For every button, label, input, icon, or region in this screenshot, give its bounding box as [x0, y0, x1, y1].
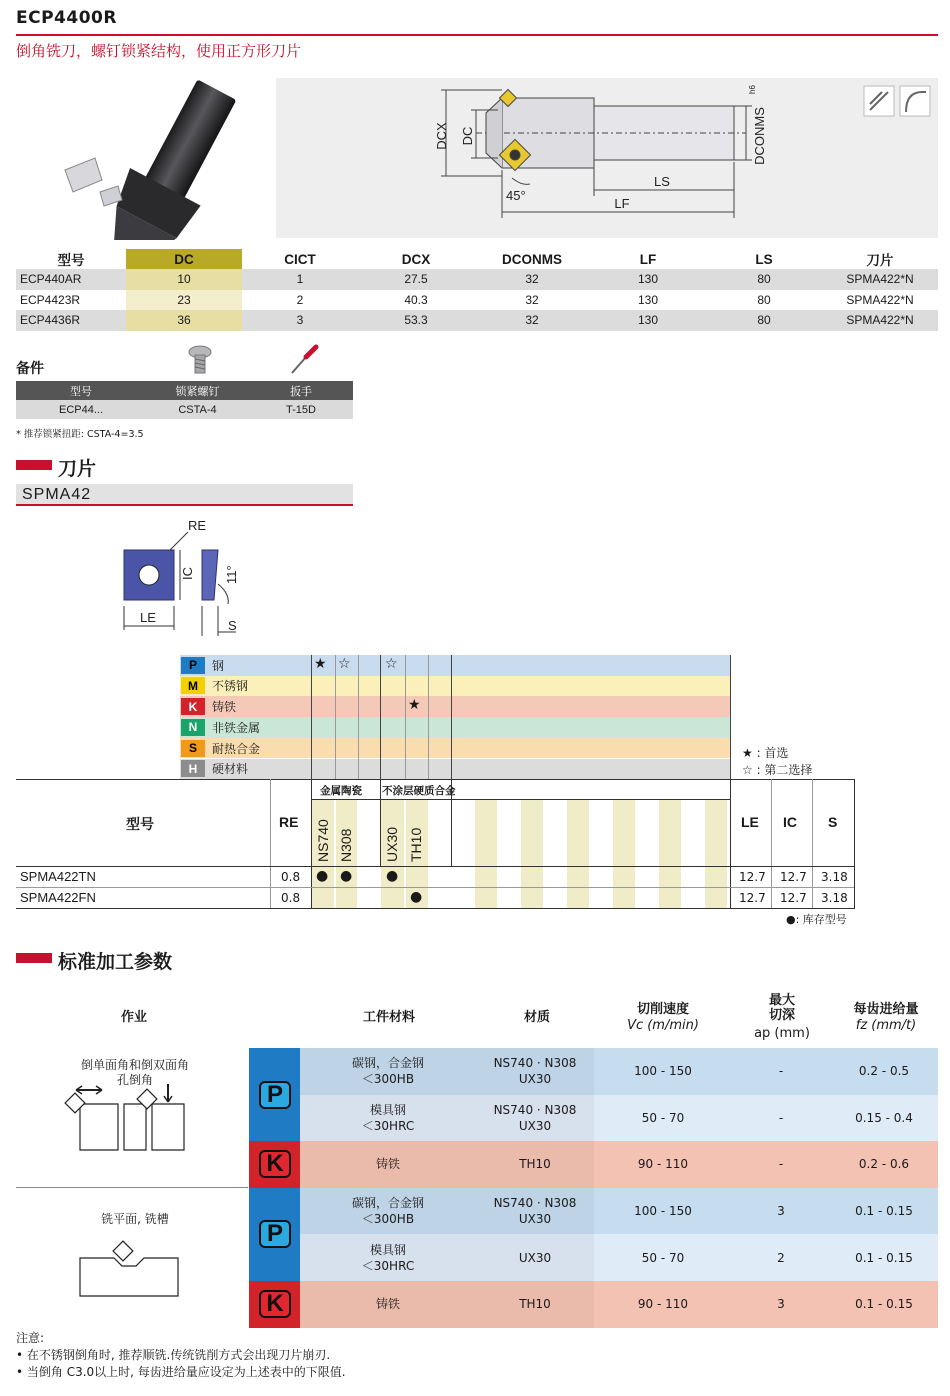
param-col-speed: 切削速度 — [636, 1002, 689, 1017]
col-ls: LS — [755, 251, 773, 267]
clamp-screw-icon — [180, 343, 216, 377]
operation-face-slot: 铣平面, 铣槽 — [101, 1212, 169, 1226]
grade-row-model: SPMA422TN — [20, 869, 96, 884]
iso-badge-k: K — [259, 1150, 291, 1178]
insert-section-title: 刀片 — [58, 458, 97, 480]
legend-second-choice: ☆ : 第二选择 — [742, 763, 813, 777]
wrench-icon — [286, 343, 322, 377]
param-speed: 90 - 110 — [637, 1297, 689, 1312]
grade-row-s: 3.18 — [821, 891, 848, 905]
param-col-depth: 最大 切深 — [768, 993, 795, 1023]
param-speed: 100 - 150 — [634, 1204, 692, 1219]
tool-dimension-drawing — [276, 78, 938, 238]
insert-ic-label: IC — [180, 567, 195, 580]
param-grade: NS740 · N308 UX30 — [476, 1095, 594, 1142]
chamfer-operation-icon — [864, 86, 894, 116]
cell-ls: 80 — [706, 269, 822, 290]
grade-mark: ● — [316, 868, 329, 884]
param-row — [300, 1048, 938, 1095]
iso-letter: M — [181, 677, 205, 694]
param-col-speed-unit: Vc (m/min) — [627, 1018, 699, 1033]
table-row — [16, 269, 938, 290]
material-name: 钢 — [212, 658, 225, 673]
cell-dcx: 53.3 — [358, 310, 474, 331]
chamfer-operation-diagram — [62, 1082, 192, 1154]
param-col-depth-unit: ap (mm) — [754, 1026, 810, 1041]
grade-th10: TH10 — [408, 827, 424, 862]
iso-letter: N — [181, 719, 205, 736]
notes — [16, 1330, 346, 1381]
title-divider — [16, 34, 938, 36]
param-material: 铸铁 — [300, 1281, 476, 1328]
param-col-feed-unit: fz (mm/t) — [855, 1018, 917, 1033]
note-item: • 当倒角 C3.0以上时, 每齿进给量应设定为上述表中的下限值. — [16, 1365, 346, 1379]
grade-row-re: 0.8 — [281, 870, 301, 884]
notes-title: 注意: — [16, 1331, 45, 1345]
cell-lf: 130 — [590, 290, 706, 311]
param-depth: 3 — [777, 1204, 785, 1219]
param-material: 碳钢，合金钢 ＜300HB — [300, 1188, 476, 1235]
param-speed: 100 - 150 — [634, 1064, 692, 1079]
param-feed: 0.15 - 0.4 — [855, 1110, 913, 1125]
param-depth: - — [778, 1064, 784, 1079]
param-grade: TH10 — [476, 1281, 594, 1328]
star-k-th10: ★ — [408, 697, 421, 713]
grade-row-le: 12.7 — [739, 891, 766, 905]
grade-row-s: 3.18 — [821, 870, 848, 884]
table-row — [16, 310, 938, 331]
cell-dc: 36 — [126, 310, 242, 331]
param-row — [300, 1095, 938, 1142]
material-row-k — [180, 696, 730, 717]
cell-dconms: 32 — [474, 310, 590, 331]
spares-wrench: T-15D — [249, 400, 353, 419]
param-grade: NS740 · N308 UX30 — [476, 1188, 594, 1235]
spares-screw: CSTA-4 — [146, 400, 249, 419]
col-cict: CICT — [284, 251, 316, 267]
param-speed: 50 - 70 — [641, 1110, 685, 1125]
cell-ls: 80 — [706, 310, 822, 331]
grade-col-s: S — [828, 814, 838, 830]
param-feed: 0.1 - 0.15 — [855, 1204, 913, 1219]
iso-group-k — [249, 1281, 300, 1328]
insert-s-label: S — [228, 618, 237, 633]
insert-angle-label: 11° — [224, 565, 239, 584]
note-item: • 在不锈钢倒角时, 推荐顺铣.传统铣削方式会出现刀片崩刃. — [16, 1348, 331, 1362]
product-title: ECP4400R — [16, 8, 117, 28]
col-dcx: DCX — [401, 251, 431, 267]
cell-insert: SPMA422*N — [822, 269, 938, 290]
param-grade: UX30 — [476, 1234, 594, 1281]
material-name: 硬材料 — [212, 762, 249, 777]
param-col-feed: 每齿进给量 — [853, 1002, 919, 1017]
dconms-tolerance: h6 — [748, 85, 757, 94]
spec-table-header — [16, 249, 938, 269]
iso-group-p — [249, 1188, 300, 1281]
param-material: 铸铁 — [300, 1141, 476, 1188]
material-name: 不锈钢 — [212, 679, 249, 694]
cell-cict: 1 — [242, 269, 358, 290]
lf-label: LF — [614, 196, 630, 211]
material-name: 耐热合金 — [212, 741, 261, 756]
insert-drawing — [110, 514, 260, 638]
insert-le-label: LE — [140, 610, 156, 625]
iso-badge-k: K — [259, 1290, 291, 1318]
face-slot-operation-diagram — [78, 1238, 188, 1298]
spares-table — [16, 381, 353, 419]
insert-re-label: RE — [188, 518, 207, 533]
cell-model: ECP440AR — [16, 269, 126, 290]
cell-model: ECP4436R — [16, 310, 126, 331]
insert-code: SPMA42 — [22, 486, 92, 503]
spares-heading: 备件 — [16, 361, 44, 377]
cell-lf: 130 — [590, 310, 706, 331]
col-model: 型号 — [57, 253, 85, 268]
param-grade: TH10 — [476, 1141, 594, 1188]
param-feed: 0.1 - 0.15 — [855, 1250, 913, 1265]
cell-cict: 2 — [242, 290, 358, 311]
param-speed: 50 - 70 — [641, 1250, 685, 1265]
grade-ns740: NS740 — [315, 819, 331, 862]
operation-chamfer: 倒单面角和倒双面角 孔倒角 — [80, 1058, 189, 1087]
legend-first-choice: ★ : 首选 — [742, 746, 789, 760]
grade-row-le: 12.7 — [739, 870, 766, 884]
dconms-label: DCONMS — [752, 107, 767, 165]
grade-mark: ● — [410, 889, 423, 905]
group-cermet: 金属陶瓷 — [320, 785, 362, 797]
param-col-workpiece: 工件材料 — [362, 1010, 415, 1025]
spares-model: ECP44... — [16, 400, 146, 419]
cell-lf: 130 — [590, 269, 706, 290]
cell-dconms: 32 — [474, 269, 590, 290]
param-row — [300, 1141, 938, 1188]
params-section-title: 标准加工参数 — [58, 951, 173, 973]
param-col-grade: 材质 — [523, 1010, 550, 1025]
tool-drawing-panel — [276, 78, 938, 238]
group-uncoated-carbide: 不涂层硬质合金 — [382, 785, 456, 797]
grade-mark: ● — [340, 868, 353, 884]
iso-letter: K — [181, 698, 205, 715]
cell-cict: 3 — [242, 310, 358, 331]
tool-photo — [40, 80, 250, 240]
material-row-n — [180, 717, 730, 738]
star-p-ns740: ★ — [314, 656, 327, 672]
grade-col-re: RE — [279, 814, 299, 830]
iso-letter: P — [181, 657, 205, 674]
angle-label: 45° — [506, 188, 526, 203]
param-material: 模具钢 ＜30HRC — [300, 1234, 476, 1281]
legend-stock: ●: 库存型号 — [786, 913, 847, 926]
cell-dc: 10 — [126, 269, 242, 290]
param-depth: - — [778, 1110, 784, 1125]
dcx-label: DCX — [434, 122, 449, 150]
grade-row-model: SPMA422FN — [20, 890, 96, 905]
param-feed: 0.2 - 0.5 — [858, 1064, 910, 1079]
cell-dcx: 27.5 — [358, 269, 474, 290]
param-grade: NS740 · N308 UX30 — [476, 1048, 594, 1095]
grade-row-ic: 12.7 — [780, 870, 807, 884]
param-material: 模具钢 ＜30HRC — [300, 1095, 476, 1142]
material-row-m — [180, 676, 730, 697]
param-row — [300, 1234, 938, 1281]
grade-col-ic: IC — [783, 814, 797, 830]
cell-model: ECP4423R — [16, 290, 126, 311]
material-row-s — [180, 738, 730, 759]
cell-dconms: 32 — [474, 290, 590, 311]
material-row-p — [180, 655, 730, 676]
grade-col-model: 型号 — [126, 817, 154, 833]
col-dconms: DCONMS — [502, 251, 562, 267]
tool-spec-table — [16, 249, 938, 331]
material-name: 非铁金属 — [212, 720, 261, 735]
material-name: 铸铁 — [212, 700, 237, 715]
table-row — [16, 290, 938, 311]
param-row — [300, 1188, 938, 1235]
col-insert: 刀片 — [866, 253, 894, 268]
grade-mark: ● — [386, 868, 399, 884]
ls-label: LS — [654, 174, 670, 189]
param-material: 碳钢，合金钢 ＜300HB — [300, 1048, 476, 1095]
iso-group-p — [249, 1048, 300, 1141]
param-feed: 0.2 - 0.6 — [858, 1157, 910, 1172]
product-subtitle: 倒角铣刀，螺钉锁紧结构，使用正方形刀片 — [16, 42, 302, 60]
spares-col-screw: 锁紧螺钉 — [146, 381, 249, 400]
cell-insert: SPMA422*N — [822, 310, 938, 331]
grade-row-re: 0.8 — [281, 891, 301, 905]
grade-n308: N308 — [338, 828, 354, 862]
param-depth: 3 — [777, 1297, 785, 1312]
cell-dc: 23 — [126, 290, 242, 311]
grade-row-ic: 12.7 — [780, 891, 807, 905]
param-col-operation: 作业 — [120, 1010, 147, 1025]
material-row-h — [180, 759, 730, 780]
param-row — [300, 1281, 938, 1328]
star-p-n308: ☆ — [338, 656, 351, 672]
param-speed: 90 - 110 — [637, 1157, 689, 1172]
param-feed: 0.1 - 0.15 — [855, 1297, 913, 1312]
spares-col-wrench: 扳手 — [249, 381, 353, 400]
section-marker — [16, 460, 52, 470]
cell-insert: SPMA422*N — [822, 290, 938, 311]
iso-badge-p: P — [259, 1081, 291, 1109]
iso-group-k — [249, 1141, 300, 1188]
col-lf: LF — [639, 251, 657, 267]
grade-ux30: UX30 — [384, 826, 400, 862]
slot-operation-icon — [900, 86, 930, 116]
torque-note: * 推荐锁紧扭距: CSTA-4=3.5 — [16, 429, 144, 440]
iso-badge-p: P — [259, 1220, 291, 1248]
spares-col-model: 型号 — [16, 381, 146, 400]
star-p-ux30: ☆ — [385, 656, 398, 672]
grade-col-le: LE — [741, 814, 759, 830]
cell-dcx: 40.3 — [358, 290, 474, 311]
col-dc: DC — [126, 249, 242, 269]
iso-letter: H — [181, 760, 205, 777]
cell-ls: 80 — [706, 290, 822, 311]
param-depth: - — [778, 1157, 784, 1172]
param-depth: 2 — [777, 1250, 785, 1265]
iso-letter: S — [181, 740, 205, 757]
dc-label: DC — [460, 126, 475, 146]
section-marker — [16, 953, 52, 963]
